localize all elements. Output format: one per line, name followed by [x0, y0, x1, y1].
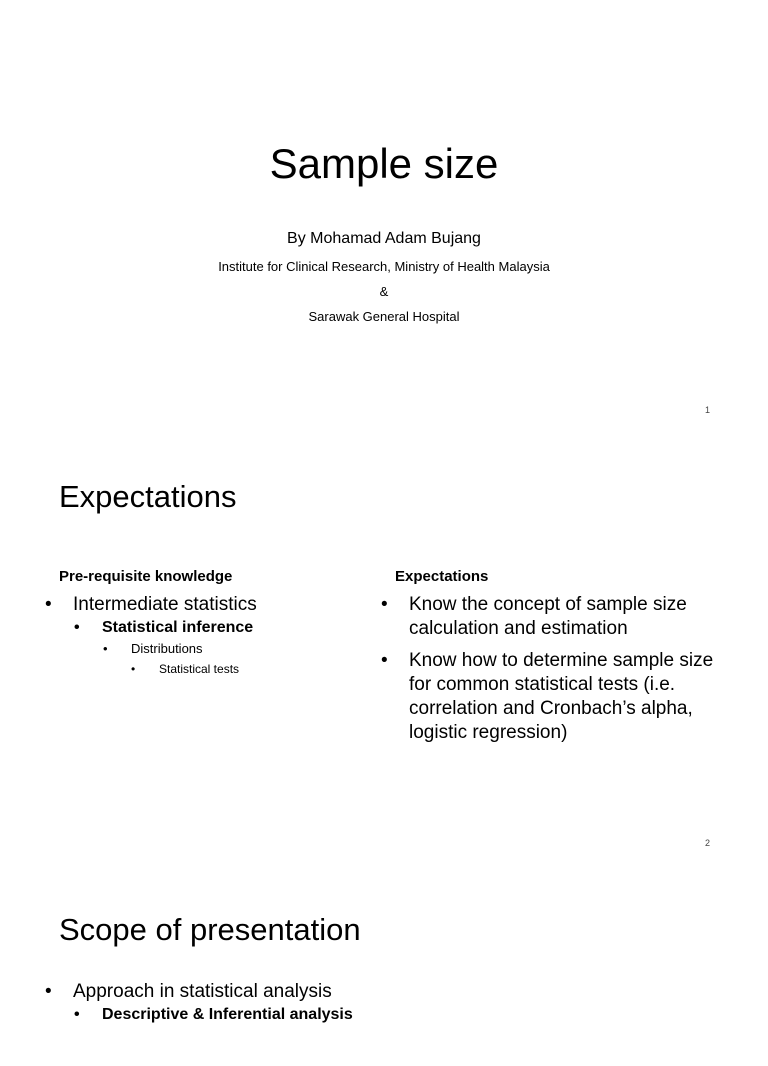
- slide-title: Scope of presentation: [59, 912, 361, 947]
- affiliation-ampersand: &: [379, 284, 389, 299]
- prerequisite-heading: Pre-requisite knowledge: [59, 568, 233, 585]
- slide-1: [0, 0, 768, 433]
- scope-list: [59, 980, 699, 1026]
- list-item: • Statistical inference: [88, 617, 379, 639]
- prerequisite-list: [59, 593, 379, 679]
- slide-2: [0, 433, 768, 866]
- slide-title: Expectations: [59, 479, 237, 514]
- list-item: • Distributions: [117, 639, 379, 659]
- presentation-title: Sample size: [269, 140, 499, 187]
- list-item: • Intermediate statistics: [59, 593, 379, 617]
- list-item: • Approach in statistical analysis: [59, 980, 699, 1004]
- expectations-heading: Expectations: [395, 568, 489, 585]
- list-item: • Know the concept of sample size calculation and estimation: [395, 593, 715, 641]
- expectations-list: [395, 593, 715, 745]
- affiliation-line-1: Institute for Clinical Research, Ministry of Health Malaysia: [218, 259, 550, 274]
- list-item: • Know how to determine sample size for common statistical tests (i.e. correlation and Cronbach’s alpha, logistic regression): [395, 649, 715, 745]
- page-number: 2: [704, 838, 710, 848]
- slide-3: [0, 866, 768, 1066]
- page-number: 1: [704, 405, 710, 415]
- list-item: • Descriptive & Inferential analysis: [88, 1004, 699, 1026]
- author-line: By Mohamad Adam Bujang: [287, 230, 481, 247]
- list-item: • Statistical tests: [145, 659, 379, 679]
- affiliation-line-2: Sarawak General Hospital: [308, 309, 460, 324]
